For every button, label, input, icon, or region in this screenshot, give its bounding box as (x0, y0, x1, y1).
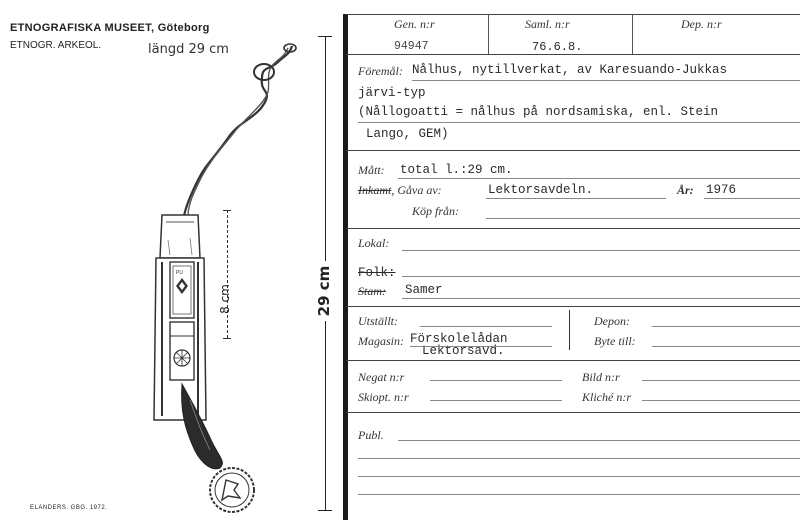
magasin-value-2: Lektorsavd. (422, 344, 505, 358)
museum-city: Göteborg (157, 22, 210, 34)
saml-nr-value: 76.6.8. (532, 40, 583, 54)
inkomst-label (358, 183, 442, 198)
foremal-line-1: Nålhus, nytillverkat, av Karesuando-Jukkas (412, 63, 728, 77)
storage-bottom-rule (346, 360, 800, 361)
saml-nr-label: Saml. n:r (525, 17, 570, 31)
magasin-value-1: Förskolelådan (410, 332, 508, 346)
foremal-rule-2 (358, 122, 800, 123)
gava-rule (486, 198, 666, 199)
depon-label: Depon: (594, 314, 630, 328)
foremal-label: Föremål: (358, 64, 403, 78)
kliche-rule (642, 400, 800, 401)
dimension-8cm-tick-bottom (223, 338, 231, 339)
dimension-8cm-label: 8 cm (218, 284, 232, 314)
utstallt-rule (420, 326, 552, 327)
magasin-label: Magasin: (358, 334, 404, 348)
inkomst-struck: Inkamt (358, 183, 392, 197)
header-bottom-rule (346, 54, 800, 55)
foremal-rule-1 (412, 80, 800, 81)
folk-rule (402, 276, 800, 277)
gen-nr-value: 94947 (394, 40, 429, 53)
byte-till-rule (652, 346, 800, 347)
stam-rule (402, 298, 800, 299)
printer-imprint: ELANDERS. GBG. 1972. (30, 505, 108, 511)
foremal-line-4: Lango, GEM) (366, 127, 449, 141)
storage-divider (569, 310, 570, 350)
museum-name (10, 22, 210, 34)
acquisition-bottom-rule (346, 228, 800, 229)
publ-rule-3 (358, 476, 800, 477)
svg-text:PU: PU (176, 270, 183, 276)
card-left-border (343, 14, 348, 520)
bild-label: Bild n:r (582, 370, 620, 384)
museum-name-text: ETNOGRAFISKA MUSEET, (10, 22, 155, 34)
stam-label: Stam: (358, 284, 386, 298)
kop-fran-label: Köp från: (412, 204, 460, 218)
foremal-line-2: järvi-typ (358, 86, 426, 100)
gen-nr-label: Gen. n:r (394, 17, 435, 31)
dimension-29cm-label: 29 cm (315, 261, 333, 321)
depon-rule (652, 326, 800, 327)
gava-label: , Gåva av: (391, 183, 442, 197)
foremal-bottom-rule (346, 150, 800, 151)
byte-till-label: Byte till: (594, 334, 636, 348)
negat-rule (430, 380, 562, 381)
publ-rule-1 (398, 440, 800, 441)
photo-bottom-rule (346, 412, 800, 413)
skiopt-label: Skiopt. n:r (358, 390, 409, 404)
dimension-29cm-tick-bottom (318, 510, 332, 511)
kop-fran-rule (486, 218, 800, 219)
department-label: ETNOGR. ARKEOL. (10, 40, 102, 51)
publ-label: Publ. (358, 428, 384, 442)
dep-nr-label: Dep. n:r (681, 17, 722, 31)
folk-label: Folk: (358, 266, 396, 280)
stam-value: Samer (405, 283, 443, 297)
matt-rule (398, 178, 800, 179)
lokal-rule (402, 250, 800, 251)
publ-rule-2 (358, 458, 800, 459)
negat-label: Negat n:r (358, 370, 405, 384)
location-bottom-rule (346, 306, 800, 307)
matt-value: total l.:29 cm. (400, 163, 513, 177)
lokal-label: Lokal: (358, 236, 390, 250)
kliche-label: Kliché n:r (582, 390, 631, 404)
foremal-line-3: (Nållogoatti = nålhus på nordsamiska, enl. Stein (358, 105, 719, 119)
ar-label: År: (677, 183, 694, 197)
magasin-rule (410, 346, 552, 347)
utstallt-label: Utställt: (358, 314, 399, 328)
dimension-8cm-tick-top (223, 210, 231, 211)
ar-rule (704, 198, 800, 199)
publ-rule-4 (358, 494, 800, 495)
skiopt-rule (430, 400, 562, 401)
ar-value: 1976 (706, 183, 737, 197)
header-divider-1 (488, 14, 489, 54)
length-note: längd 29 cm (148, 42, 229, 57)
bild-rule (642, 380, 800, 381)
header-divider-2 (632, 14, 633, 54)
gava-value: Lektorsavdeln. (488, 183, 594, 197)
matt-label: Mått: (358, 163, 385, 177)
dimension-29cm-tick-top (318, 36, 332, 37)
header-top-rule (346, 14, 800, 15)
